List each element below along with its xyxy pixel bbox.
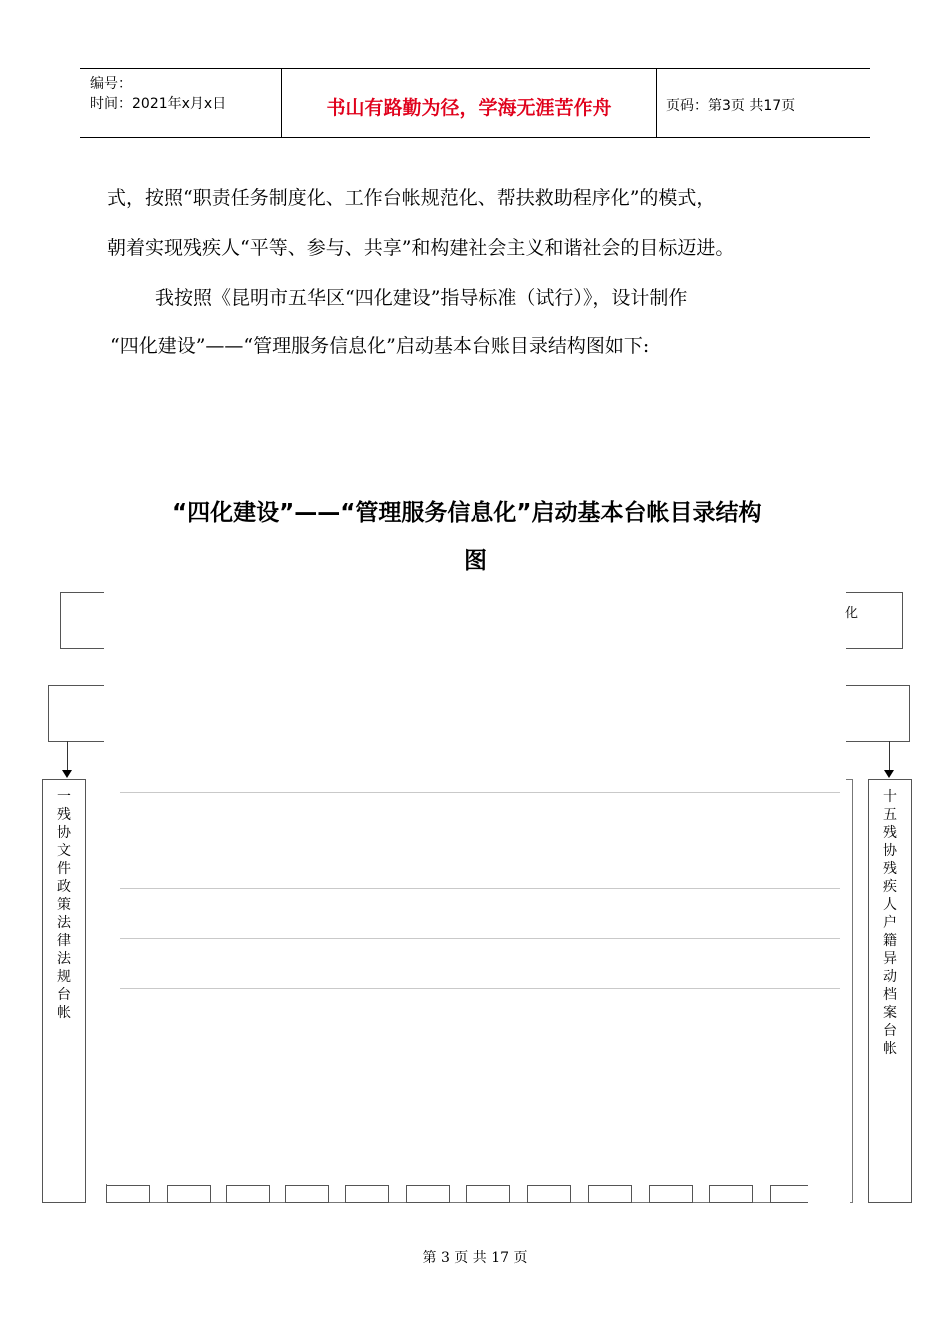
header-motto-cell bbox=[281, 69, 657, 137]
ghost-row bbox=[120, 792, 840, 793]
document-number-label: 编号： bbox=[90, 76, 132, 92]
middle-column-stub bbox=[345, 1185, 389, 1203]
middle-column-stub bbox=[649, 1185, 693, 1203]
ghost-row bbox=[120, 938, 840, 939]
page-footer: 第 3 页 共 17 页 bbox=[422, 1250, 528, 1266]
middle-column-stub bbox=[167, 1185, 211, 1203]
right-connector-line bbox=[889, 741, 890, 771]
middle-column-stub bbox=[106, 1185, 150, 1203]
diagram-left-column-box bbox=[42, 779, 86, 1203]
left-column-label: 一残协文件政策法律法规台帐 bbox=[57, 789, 71, 1021]
header-motto: 书山有路勤为径，学海无涯苦作舟 bbox=[326, 97, 612, 119]
header-page-info: 页码：第3页 共17页 bbox=[666, 98, 796, 114]
diagram-obscured-area bbox=[808, 1184, 850, 1204]
document-time-label: 时间：2021年x月x日 bbox=[90, 96, 227, 112]
middle-column-stub bbox=[588, 1185, 632, 1203]
left-connector-line bbox=[67, 741, 68, 771]
middle-column-stub bbox=[527, 1185, 571, 1203]
body-line-3: 我按照《昆明市五华区“四化建设”指导标准（试行）》，设计制作 bbox=[155, 287, 688, 309]
middle-column-stub bbox=[709, 1185, 753, 1203]
middle-column-stub bbox=[226, 1185, 270, 1203]
middle-column-stub bbox=[466, 1185, 510, 1203]
middle-column-stub bbox=[285, 1185, 329, 1203]
document-header bbox=[80, 68, 870, 138]
middle-column-stub bbox=[406, 1185, 450, 1203]
ghost-row bbox=[120, 888, 840, 889]
right-column-label: 十五残协残疾人户籍异动档案台帐 bbox=[883, 789, 897, 1057]
arrow-down-icon bbox=[884, 770, 894, 778]
arrow-down-icon bbox=[62, 770, 72, 778]
diagram-title-line-1: “四化建设”——“管理服务信息化”启动基本台帐目录结构 bbox=[172, 500, 762, 526]
body-line-4: “四化建设”——“管理服务信息化”启动基本台账目录结构图如下: bbox=[110, 335, 650, 357]
body-line-1: 式，按照“职责任务制度化、工作台帐规范化、帮扶救助程序化”的模式， bbox=[107, 187, 716, 209]
diagram-title-line-2: 图 bbox=[464, 548, 487, 574]
header-page-cell bbox=[656, 69, 870, 137]
header-meta-cell bbox=[80, 69, 280, 137]
diagram-right-column-box bbox=[868, 779, 912, 1203]
ghost-row bbox=[120, 988, 840, 989]
body-line-2: 朝着实现残疾人“平等、参与、共享”和构建社会主义和谐社会的目标迈进。 bbox=[107, 237, 735, 259]
top-box-fragment: 化 bbox=[845, 606, 859, 621]
diagram-obscured-area bbox=[104, 590, 846, 1184]
